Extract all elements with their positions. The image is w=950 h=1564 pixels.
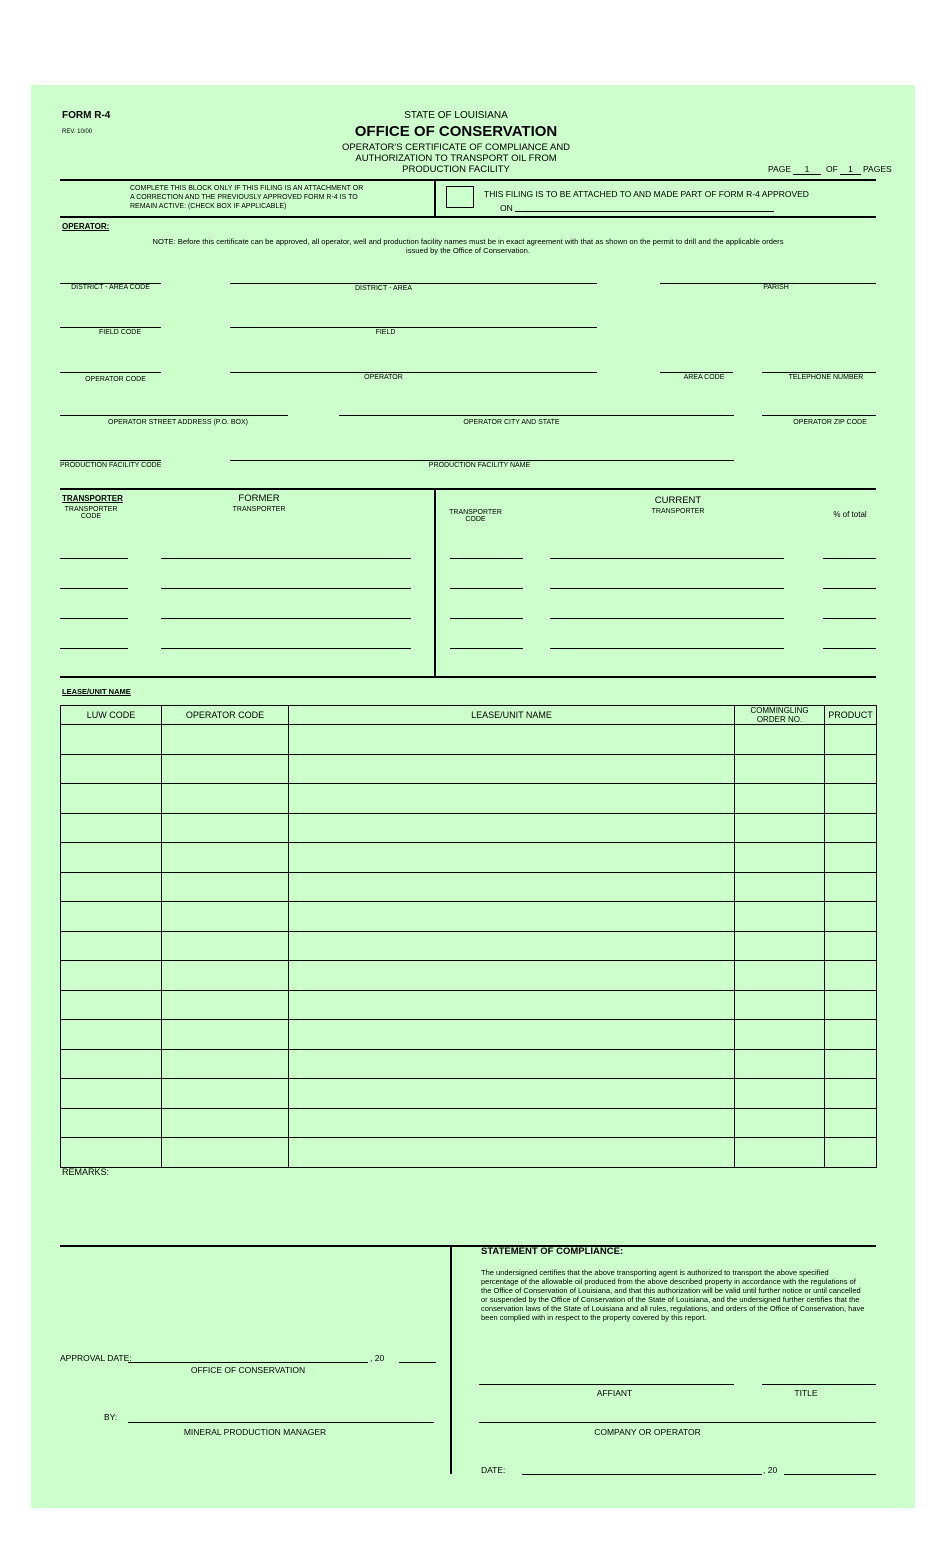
table-row [61,872,877,902]
former-transporter-field[interactable] [161,648,411,649]
table-row [61,990,877,1020]
remarks-field[interactable] [60,1180,876,1240]
former-code-label-1: TRANSPORTER [64,506,118,513]
table-row [61,754,877,784]
luw-code-cell[interactable] [61,1079,162,1109]
operator-code-cell[interactable] [162,1049,289,1079]
luw-code-cell[interactable] [61,1108,162,1138]
commingling-cell[interactable] [735,1079,825,1109]
current-transporter-label: TRANSPORTER [651,508,705,515]
current-code-field[interactable] [450,648,523,649]
compliance-line2: percentage of the allowable oil produced from the above described property in accordance with the regulations of [481,1277,856,1286]
luw-code-cell[interactable] [61,902,162,932]
lease-name-cell[interactable] [289,843,735,873]
compliance-line5: conservation laws of the State of Louisiana and all rules, regulations, and orders of the Office of Conservation, have [481,1304,865,1313]
compliance-line3: the Office of Conservation of Louisiana, and that this authorization will be valid until further notice or until cancelled [481,1286,861,1295]
rule-after-attachment [60,216,876,218]
former-code-label-2: CODE [80,513,102,520]
subtitle-line3: PRODUCTION FACILITY [402,164,510,175]
lease-name-cell[interactable] [289,1049,735,1079]
operator-code-cell[interactable] [162,931,289,961]
col-luw-code: LUW CODE [61,706,162,725]
product-cell[interactable] [825,1020,877,1050]
commingling-cell[interactable] [735,1138,825,1168]
luw-code-cell[interactable] [61,784,162,814]
current-code-label-2: CODE [465,516,486,523]
commingling-cell[interactable] [735,843,825,873]
date-year-prefix: , 20 [763,1465,778,1475]
form-number: FORM R-4 [62,110,111,121]
former-code-field[interactable] [60,648,128,649]
compliance-heading: STATEMENT OF COMPLIANCE: [481,1246,624,1257]
city-state-field[interactable] [339,415,734,416]
lease-table [60,705,877,1168]
attachment-instruction-2: A CORRECTION AND THE PREVIOUSLY APPROVED FORM R-4 IS TO [130,194,358,201]
operator-note-line1: NOTE: Before this certificate can be approved, all operator, well and production facility names must be in exact agreement with that as shown on the permit to drill and the applicable orders [152,237,784,246]
former-transporter-field[interactable] [161,558,411,559]
current-code-field[interactable] [450,588,523,589]
table-row [61,1020,877,1050]
commingling-cell[interactable] [735,725,825,755]
rule-before-transporter [60,488,876,490]
attachment-instruction-3: REMAIN ACTIVE: (CHECK BOX IF APPLICABLE) [130,203,287,210]
commingling-cell[interactable] [735,784,825,814]
street-address-field[interactable] [60,415,288,416]
facility-code-field[interactable] [60,460,161,461]
percent-label: % of total [833,510,867,519]
area-code-label: AREA CODE [683,374,725,381]
operator-code-field[interactable] [60,372,161,373]
rule-top [60,179,876,181]
luw-code-cell[interactable] [61,961,162,991]
product-cell[interactable] [825,725,877,755]
luw-code-cell[interactable] [61,872,162,902]
luw-code-cell[interactable] [61,1138,162,1168]
table-row [61,1049,877,1079]
col-lease-unit-name: LEASE/UNIT NAME [289,706,735,725]
company-label: COMPANY OR OPERATOR [594,1427,701,1437]
zip-code-field[interactable] [762,415,876,416]
current-transporter-field[interactable] [550,648,784,649]
current-code-field[interactable] [450,558,523,559]
table-row [61,1108,877,1138]
zip-code-label: OPERATOR ZIP CODE [793,419,867,426]
product-cell[interactable] [825,902,877,932]
by-label: BY: [104,1412,118,1422]
attachment-instruction-1: COMPLETE THIS BLOCK ONLY IF THIS FILING IS AN ATTACHMENT OR [130,185,364,192]
lease-name-cell[interactable] [289,784,735,814]
former-label: FORMER [238,493,280,504]
percent-field[interactable] [823,618,876,619]
product-cell[interactable] [825,961,877,991]
operator-code-label: OPERATOR CODE [85,376,146,383]
attachment-statement: THIS FILING IS TO BE ATTACHED TO AND MADE PART OF FORM R-4 APPROVED [484,189,809,199]
product-cell[interactable] [825,784,877,814]
product-cell[interactable] [825,1138,877,1168]
city-state-label: OPERATOR CITY AND STATE [463,419,560,426]
commingling-cell[interactable] [735,1108,825,1138]
operator-code-cell[interactable] [162,1079,289,1109]
affiant-field[interactable] [479,1384,734,1385]
attachment-date-field[interactable] [515,211,774,212]
transporter-divider [434,489,436,677]
operator-code-cell[interactable] [162,872,289,902]
attachment-divider [434,180,436,216]
luw-code-cell[interactable] [61,931,162,961]
facility-name-label: PRODUCTION FACILITY NAME [428,462,531,469]
telephone-label: TELEPHONE NUMBER [788,374,864,381]
date-year-field[interactable] [784,1474,876,1475]
company-field[interactable] [479,1422,876,1423]
subtitle-line1: OPERATOR'S CERTIFICATE OF COMPLIANCE AND [341,142,571,153]
commingling-cell[interactable] [735,902,825,932]
page-number-field[interactable]: 1 [793,164,821,175]
commingling-cell[interactable] [735,872,825,902]
luw-code-cell[interactable] [61,813,162,843]
facility-code-label: PRODUCTION FACILITY CODE [60,462,162,469]
total-pages-field[interactable]: 1 [840,164,861,175]
lease-name-cell[interactable] [289,931,735,961]
field-name-label: FIELD [375,329,396,336]
operator-code-cell[interactable] [162,725,289,755]
commingling-cell[interactable] [735,1020,825,1050]
current-transporter-field[interactable] [550,558,784,559]
approval-date-field[interactable] [128,1362,368,1363]
current-code-label-1: TRANSPORTER [449,509,502,516]
table-row [61,902,877,932]
telephone-field[interactable] [762,372,876,373]
product-cell[interactable] [825,754,877,784]
operator-code-cell[interactable] [162,1020,289,1050]
manager-label: MINERAL PRODUCTION MANAGER [183,1427,327,1437]
product-cell[interactable] [825,1108,877,1138]
luw-code-cell[interactable] [61,754,162,784]
office-heading: OFFICE OF CONSERVATION [354,123,558,140]
approval-date-label: APPROVAL DATE: [60,1353,132,1363]
form-revision: REV. 10/00 [62,129,93,135]
former-transporter-field[interactable] [161,618,411,619]
table-row [61,784,877,814]
title-label: TITLE [794,1388,818,1398]
lease-name-cell[interactable] [289,1138,735,1168]
current-code-field[interactable] [450,618,523,619]
compliance-divider [450,1246,452,1474]
commingling-cell[interactable] [735,990,825,1020]
rule-after-transporter [60,676,876,678]
percent-field[interactable] [823,648,876,649]
date-field[interactable] [522,1474,762,1475]
percent-field[interactable] [823,588,876,589]
product-cell[interactable] [825,990,877,1020]
operator-name-field[interactable] [230,372,597,373]
date-label: DATE: [481,1465,506,1475]
former-transporter-label: TRANSPORTER [232,506,286,513]
commingling-cell[interactable] [735,754,825,784]
form-r4-page [31,85,915,1508]
field-code-label: FIELD CODE [98,329,141,336]
product-cell[interactable] [825,843,877,873]
former-code-field[interactable] [60,618,128,619]
product-cell[interactable] [825,813,877,843]
compliance-line1: The undersigned certifies that the above transporting agent is authorized to transport the above specified [481,1268,829,1277]
percent-field[interactable] [823,558,876,559]
rule-before-compliance [60,1245,876,1247]
district-area-label: DISTRICT - AREA [354,285,413,292]
current-transporter-field[interactable] [550,588,784,589]
state-heading: STATE OF LOUISIANA [404,110,508,121]
pages-label: PAGES [863,164,892,174]
attachment-on-label: ON [500,203,513,213]
table-row [61,843,877,873]
by-signature-field[interactable] [128,1422,434,1423]
luw-code-cell[interactable] [61,1049,162,1079]
compliance-line4: or suspended by the Office of Conservation of the State of Louisiana, and the undersigned further certifies that the [481,1295,860,1304]
operator-name-label: OPERATOR [364,374,403,381]
affiant-label: AFFIANT [596,1388,633,1398]
lease-name-cell[interactable] [289,1108,735,1138]
operator-heading: OPERATOR: [62,222,110,231]
operator-code-cell[interactable] [162,754,289,784]
commingling-cell[interactable] [735,813,825,843]
commingling-cell[interactable] [735,931,825,961]
office-of-conservation-label: OFFICE OF CONSERVATION [190,1365,306,1375]
title-field[interactable] [762,1384,876,1385]
luw-code-cell[interactable] [61,990,162,1020]
district-area-field[interactable] [230,283,597,284]
former-transporter-field[interactable] [161,588,411,589]
col-commingling-order: COMMINGLING ORDER NO. [735,706,825,725]
lease-name-cell[interactable] [289,754,735,784]
compliance-line6: been complied with in respect to the property covered by this report. [481,1313,707,1322]
table-row [61,1138,877,1168]
transporter-heading: TRANSPORTER [62,494,123,503]
of-label: OF [826,164,838,174]
operator-code-cell[interactable] [162,990,289,1020]
product-cell[interactable] [825,1049,877,1079]
col-product: PRODUCT [825,706,877,725]
attachment-checkbox[interactable] [446,186,474,208]
lease-name-cell[interactable] [289,813,735,843]
commingling-cell[interactable] [735,961,825,991]
lease-name-cell[interactable] [289,872,735,902]
remarks-label: REMARKS: [62,1167,110,1177]
lease-name-cell[interactable] [289,1079,735,1109]
operator-code-cell[interactable] [162,902,289,932]
luw-code-cell[interactable] [61,843,162,873]
luw-code-cell[interactable] [61,1020,162,1050]
current-label: CURRENT [654,495,702,506]
col-operator-code: OPERATOR CODE [162,706,289,725]
product-cell[interactable] [825,1079,877,1109]
operator-code-cell[interactable] [162,1138,289,1168]
table-row [61,1079,877,1109]
lease-name-cell[interactable] [289,1020,735,1050]
lease-name-cell[interactable] [289,725,735,755]
lease-name-cell[interactable] [289,902,735,932]
subtitle-line2: AUTHORIZATION TO TRANSPORT OIL FROM [355,153,557,164]
table-row [61,813,877,843]
approval-year-field[interactable] [399,1362,436,1363]
district-area-code-label: DISTRICT - AREA CODE [71,284,150,291]
lease-table-header [61,706,877,725]
lease-heading: LEASE/UNIT NAME [62,687,131,696]
page-label: PAGE [768,164,791,174]
operator-note-line2: issued by the Office of Conservation. [406,246,530,255]
area-code-field[interactable] [660,372,733,373]
commingling-cell[interactable] [735,1049,825,1079]
operator-code-cell[interactable] [162,784,289,814]
field-name-field[interactable] [230,327,597,328]
former-code-field[interactable] [60,588,128,589]
luw-code-cell[interactable] [61,725,162,755]
former-code-field[interactable] [60,558,128,559]
operator-code-cell[interactable] [162,961,289,991]
approval-year-prefix: , 20 [370,1353,385,1363]
operator-code-cell[interactable] [162,813,289,843]
street-address-label: OPERATOR STREET ADDRESS (P.O. BOX) [108,419,248,426]
facility-name-field[interactable] [230,460,734,461]
current-transporter-field[interactable] [550,618,784,619]
operator-code-cell[interactable] [162,843,289,873]
lease-name-cell[interactable] [289,961,735,991]
product-cell[interactable] [825,872,877,902]
lease-name-cell[interactable] [289,990,735,1020]
field-code-field[interactable] [60,327,161,328]
table-row [61,961,877,991]
table-row [61,725,877,755]
table-row [61,931,877,961]
operator-code-cell[interactable] [162,1108,289,1138]
product-cell[interactable] [825,931,877,961]
parish-label: PARISH [763,284,789,291]
